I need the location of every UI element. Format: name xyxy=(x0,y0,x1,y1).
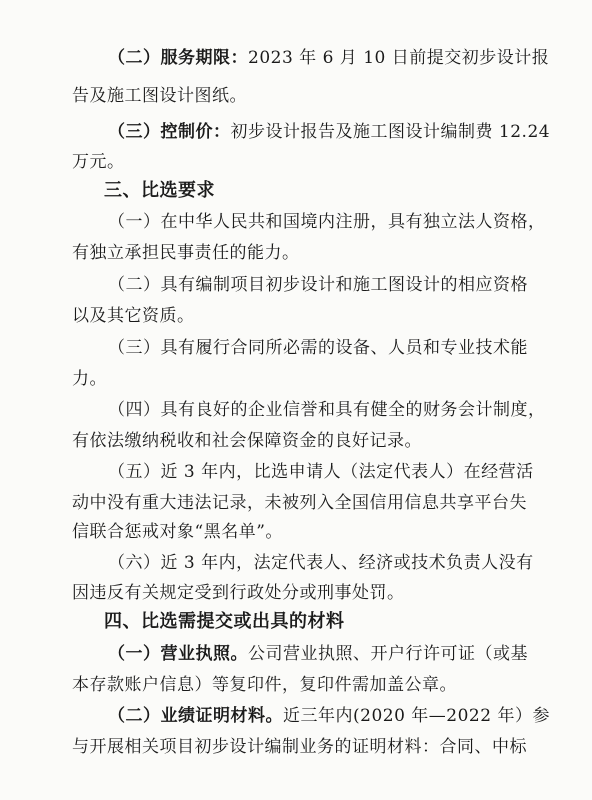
material2-line-2: 与开展相关项目初步设计编制业务的证明材料：合同、中标 xyxy=(72,737,527,757)
section3-heading: 三、比选要求 xyxy=(104,180,215,201)
control-price-line-2: 万元。 xyxy=(72,152,125,172)
service-period-text: 2023 年 6 月 10 日前提交初步设计报 xyxy=(248,48,550,68)
req5-line-3: 信联合惩戒对象“黑名单”。 xyxy=(72,522,283,542)
control-price-text: 初步设计报告及施工图设计编制费 12.24 xyxy=(230,122,551,142)
req4-line-2: 有依法缴纳税收和社会保障资金的良好记录。 xyxy=(72,431,422,451)
material2-line-1 xyxy=(108,704,550,728)
control-price-lead: （三）控制价： xyxy=(108,122,231,142)
material2-text: 近三年内(2020 年—2022 年）参 xyxy=(283,706,550,726)
section4-heading: 四、比选需提交或出具的材料 xyxy=(104,611,345,632)
service-period-line-2: 告及施工图设计图纸。 xyxy=(72,86,247,106)
material1-line-2: 本存款账户信息）等复印件，复印件需加盖公章。 xyxy=(72,675,457,695)
req2-line-1: （二）具有编制项目初步设计和施工图设计的相应资格 xyxy=(108,275,528,295)
req2-line-2: 以及其它资质。 xyxy=(72,306,195,326)
req6-line-1: （六）近 3 年内，法定代表人、经济或技术负责人没有 xyxy=(108,553,534,573)
req1-line-1: （一）在中华人民共和国境内注册，具有独立法人资格， xyxy=(108,212,546,232)
service-period-lead: （二）服务期限： xyxy=(108,48,248,68)
req3-line-1: （三）具有履行合同所必需的设备、人员和专业技术能 xyxy=(108,338,528,358)
material1-lead: （一）营业执照。 xyxy=(108,644,248,664)
material1-line-1 xyxy=(108,642,528,666)
req6-line-2: 因违反有关规定受到行政处分或刑事处罚。 xyxy=(72,583,405,603)
req1-line-2: 有独立承担民事责任的能力。 xyxy=(72,243,300,263)
req5-line-1: （五）近 3 年内，比选申请人（法定代表人）在经营活 xyxy=(108,462,534,482)
service-period-line-1 xyxy=(108,46,549,70)
material2-lead: （二）业绩证明材料。 xyxy=(108,706,283,726)
req3-line-2: 力。 xyxy=(72,369,107,389)
req5-line-2: 动中没有重大违法记录，未被列入全国信用信息共享平台失 xyxy=(72,493,527,513)
req4-line-1: （四）具有良好的企业信誉和具有健全的财务会计制度， xyxy=(108,400,546,420)
control-price-line-1 xyxy=(108,120,550,144)
material1-text: 公司营业执照、开户行许可证（或基 xyxy=(248,644,528,664)
